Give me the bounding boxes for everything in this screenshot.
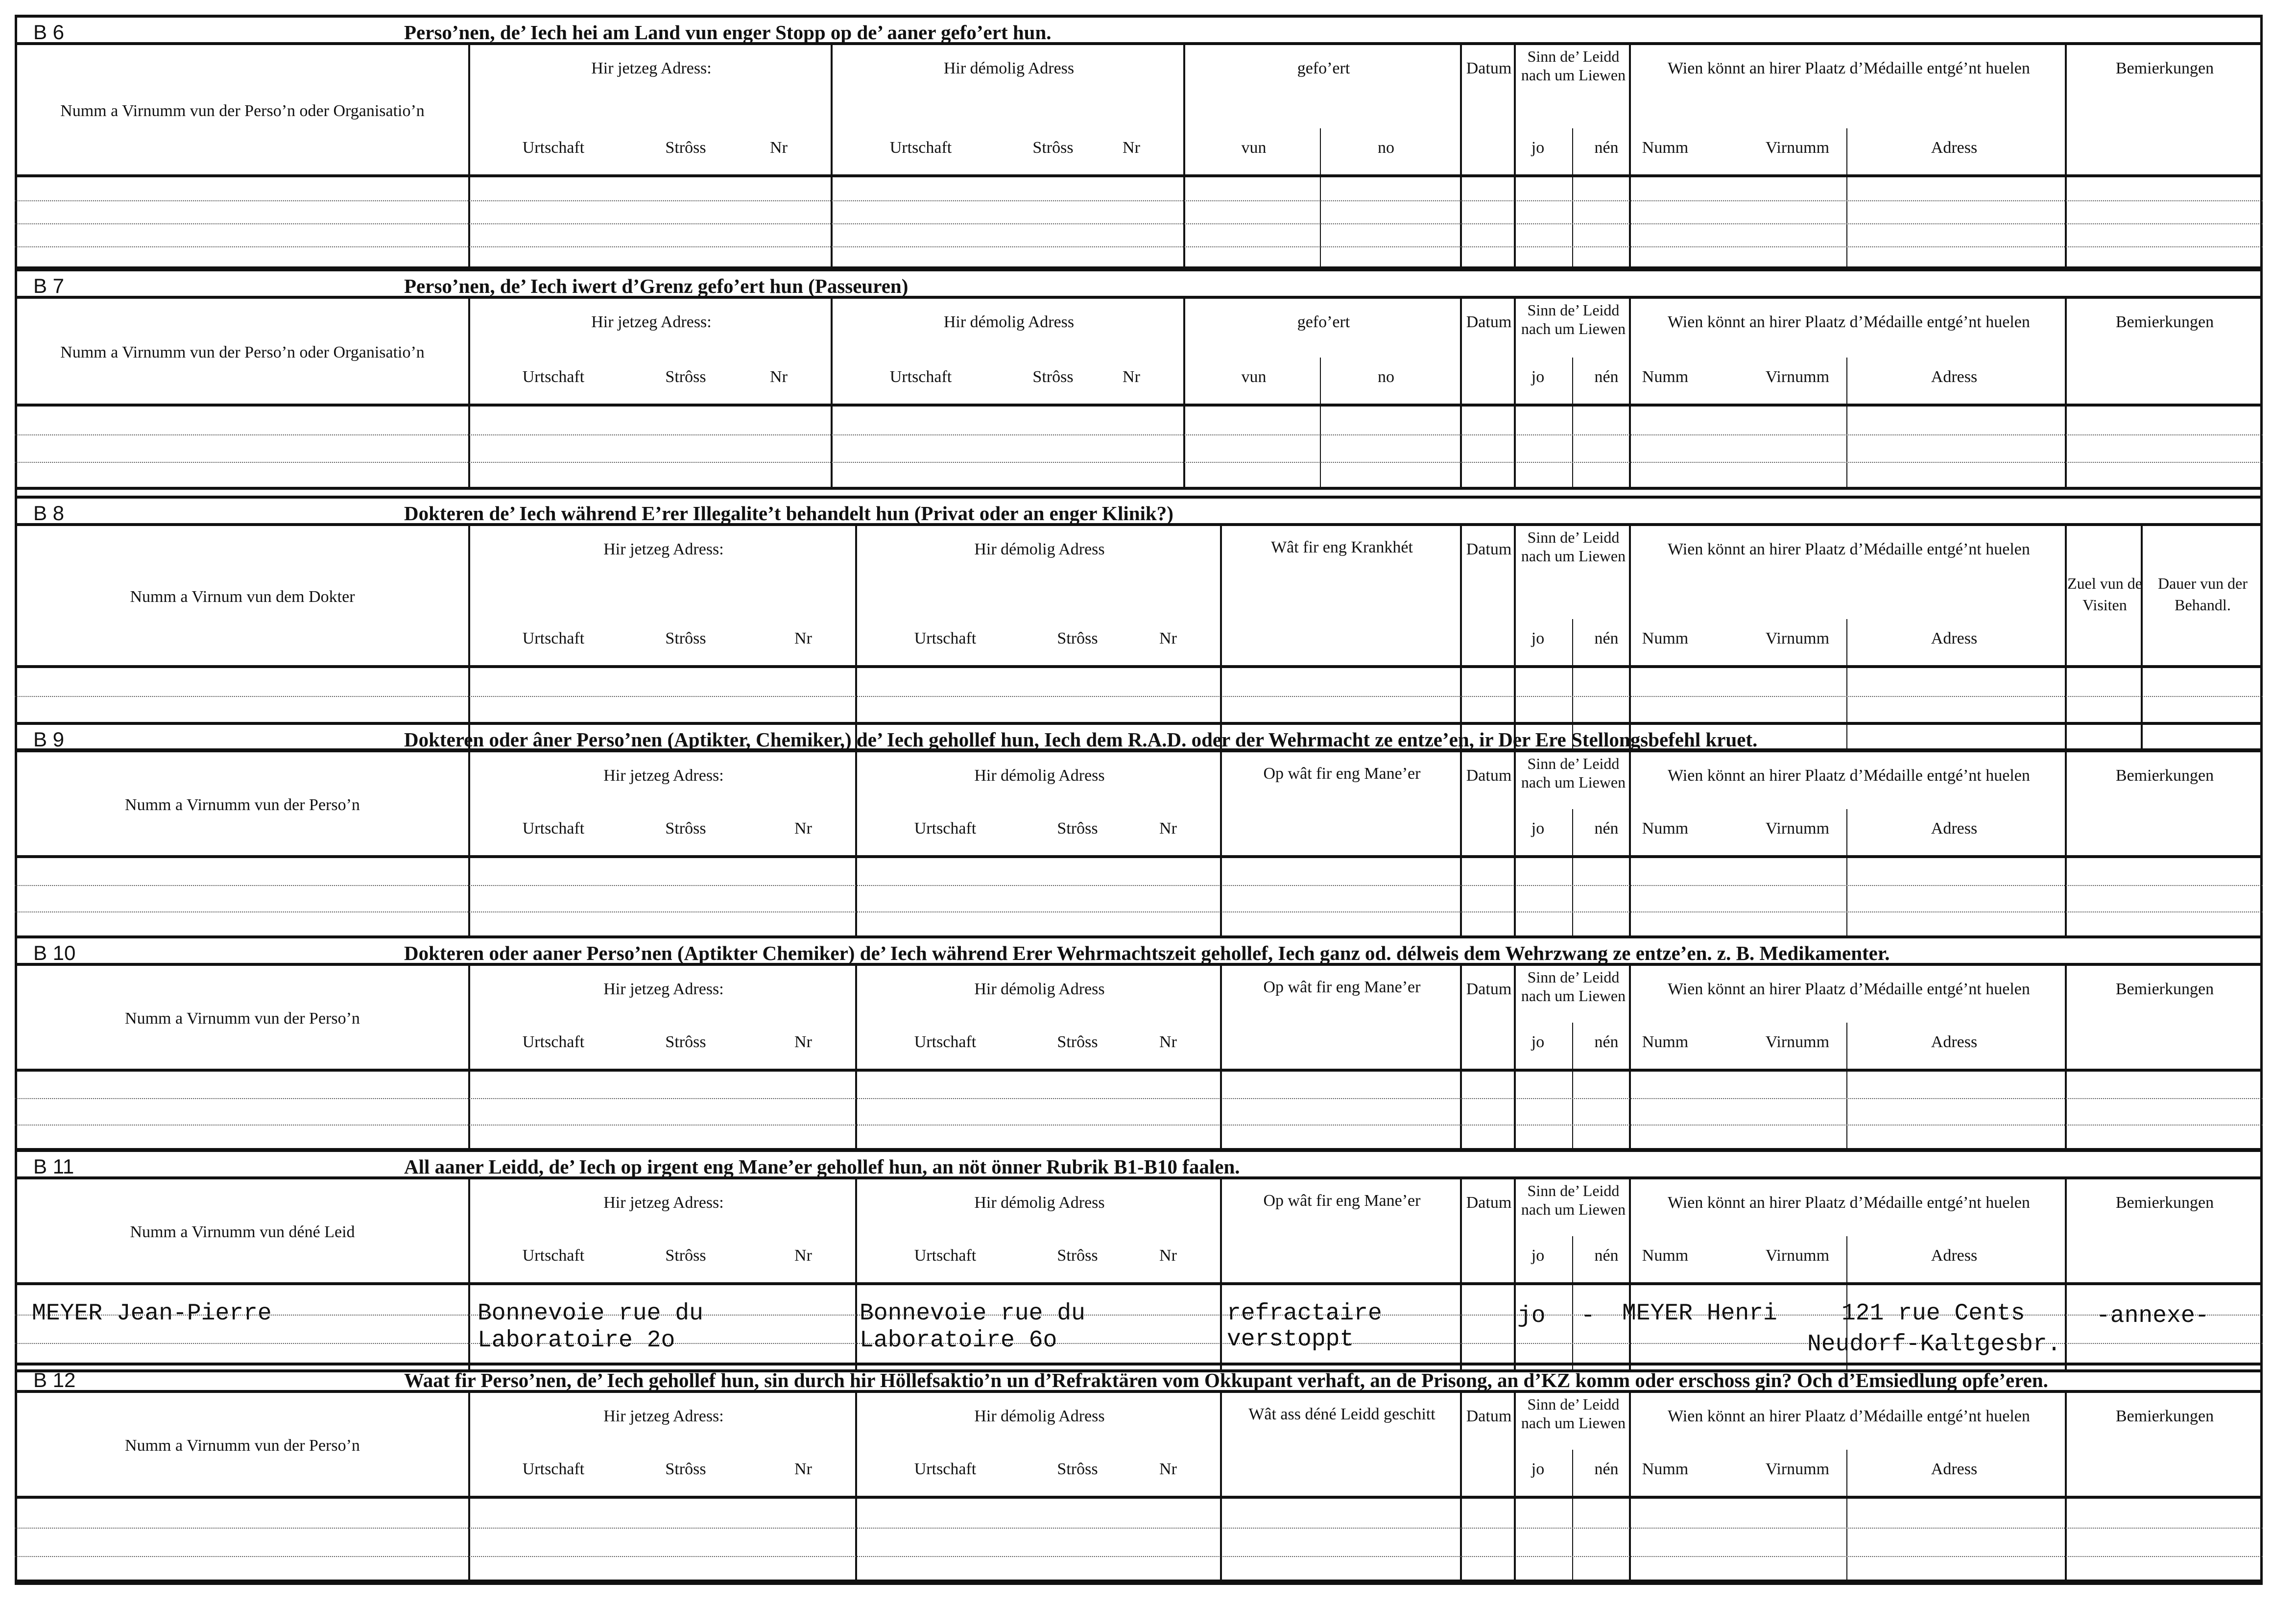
section-header	[15, 722, 2263, 752]
datum-label: Datum	[1466, 1407, 1512, 1425]
column-divider	[468, 858, 470, 935]
nr-label: Nr	[1159, 1033, 1177, 1051]
alive-no-label: nén	[1594, 368, 1619, 386]
urtschaft-label: Urtschaft	[914, 819, 977, 838]
medal-firstname-label: Virnumm	[1765, 1460, 1830, 1478]
stross-label: Strôss	[665, 819, 706, 838]
urtschaft-label: Urtschaft	[522, 629, 585, 647]
alive-yes-label: jo	[1531, 368, 1545, 386]
section-title: Perso’nen, de’ Iech iwert d’Grenz gefo’ert hun (Passeuren)	[404, 275, 909, 297]
first-column-label: Numm a Virnumm vun der Perso’n	[125, 1009, 360, 1028]
first-column-label: Numm a Virnumm vun der Perso’n oder Organisatio’n	[60, 343, 425, 361]
medal-name-label: Numm	[1642, 368, 1689, 386]
section-header	[15, 935, 2263, 966]
medal-sub-divider	[1846, 177, 1847, 266]
column-divider	[1514, 1499, 1516, 1582]
section-code: B 6	[33, 21, 65, 44]
column-divider	[2065, 1072, 2067, 1148]
section-code: B 7	[33, 274, 65, 297]
middle-sub-to: no	[1378, 139, 1394, 157]
alive-sub-divider	[1572, 1023, 1573, 1072]
middle-sub-divider	[1320, 358, 1321, 407]
remarks-label: Bemierkungen	[2115, 313, 2214, 331]
section-title: Perso’nen, de’ Iech hei am Land vun enger Stopp op de’ aaner gefo’ert hun.	[404, 21, 1052, 44]
duration-label: Dauer vun der Behandl.	[2157, 575, 2248, 614]
middle-column-label: gefo’ert	[1297, 313, 1350, 331]
addr-prev-label: Hir démolig Adress	[974, 1194, 1105, 1212]
column-divider	[1460, 1285, 1462, 1369]
entry-alive-jo: jo	[1517, 1303, 1546, 1329]
alive-yes-label: jo	[1531, 819, 1545, 838]
nr-label: Nr	[1159, 819, 1177, 838]
first-column-label: Numm a Virnumm vun déné Leid	[130, 1223, 355, 1241]
entry-addr-now-line2: Laboratoire 2o	[478, 1327, 675, 1354]
middle-sub-from: vun	[1241, 368, 1267, 386]
medal-sub-divider	[1846, 1023, 1847, 1072]
column-divider	[2065, 407, 2067, 487]
column-divider	[1514, 1072, 1516, 1148]
column-header-row	[15, 966, 2263, 1072]
column-divider	[855, 1499, 857, 1582]
medal-recipient-label: Wien könnt an hirer Plaatz d’Médaille entgé’nt huelen	[1668, 540, 2030, 558]
medal-firstname-label: Virnumm	[1765, 139, 1830, 157]
data-rows[interactable]	[15, 177, 2263, 269]
addr-now-label: Hir jetzeg Adress:	[603, 1194, 724, 1212]
section-b10	[15, 935, 2263, 1151]
alive-yes-label: jo	[1531, 629, 1545, 647]
stross-label: Strôss	[665, 1460, 706, 1478]
nr-label: Nr	[794, 629, 812, 647]
urtschaft-label: Urtschaft	[522, 1033, 585, 1051]
stross-label: Strôss	[1057, 1033, 1098, 1051]
medal-recipient-label: Wien könnt an hirer Plaatz d’Médaille entgé’nt huelen	[1668, 59, 2030, 77]
medal-sub-divider	[1846, 1236, 1847, 1285]
entry-medal-address-line1: 121 rue Cents	[1842, 1300, 2025, 1327]
column-divider	[1514, 177, 1516, 266]
medal-firstname-label: Virnumm	[1765, 1033, 1830, 1051]
column-divider	[1460, 858, 1462, 935]
column-divider	[1460, 177, 1462, 266]
alive-label: Sinn de’ Leidd nach um Liewen	[1521, 968, 1626, 1005]
section-b12	[15, 1363, 2263, 1585]
stross-label: Strôss	[665, 139, 706, 157]
nr-label: Nr	[794, 819, 812, 838]
urtschaft-label: Urtschaft	[522, 139, 585, 157]
urtschaft-label: Urtschaft	[914, 1033, 977, 1051]
column-divider	[1183, 407, 1185, 487]
stross-label: Strôss	[1032, 368, 1074, 386]
section-title: All aaner Leidd, de’ Iech op irgent eng Mane’er gehollef hun, an nöt önner Rubrik B1-B10 faalen.	[404, 1155, 1240, 1178]
column-divider	[2065, 858, 2067, 935]
alive-sub-divider	[1572, 358, 1573, 407]
dotted-line	[15, 1556, 2263, 1557]
data-rows[interactable]	[15, 1285, 2263, 1372]
column-divider	[468, 1072, 470, 1148]
medal-sub-divider	[1846, 128, 1847, 177]
medal-address-label: Adress	[1931, 819, 1978, 838]
alive-sub-divider	[1572, 619, 1573, 668]
section-title: Dokteren de’ Iech während E’rer Illegalite’t behandelt hun (Privat oder an enger Klinik?)	[404, 502, 1173, 525]
medal-firstname-label: Virnumm	[1765, 368, 1830, 386]
addr-prev-label: Hir démolig Adress	[943, 59, 1075, 77]
middle-sub-from: vun	[1241, 139, 1267, 157]
stross-label: Strôss	[665, 368, 706, 386]
entry-alive-nen: -	[1581, 1303, 1595, 1329]
entry-manner-line2: verstoppt	[1227, 1326, 1354, 1353]
medal-sub-divider	[1846, 1072, 1847, 1148]
medal-name-label: Numm	[1642, 629, 1689, 647]
alive-label: Sinn de’ Leidd nach um Liewen	[1521, 48, 1626, 84]
dotted-line	[15, 911, 2263, 912]
addr-prev-label: Hir démolig Adress	[974, 1407, 1105, 1425]
entry-manner-line1: refractaire	[1227, 1300, 1382, 1327]
entry-medal-name: MEYER Henri	[1622, 1300, 1777, 1327]
entry-remarks: -annexe-	[2096, 1303, 2209, 1329]
column-divider	[1514, 858, 1516, 935]
alive-label: Sinn de’ Leidd nach um Liewen	[1521, 1182, 1626, 1218]
section-b9	[15, 722, 2263, 938]
urtschaft-label: Urtschaft	[522, 1460, 585, 1478]
visits-label: Zuel vun de Visiten	[2067, 575, 2142, 614]
medal-name-label: Numm	[1642, 139, 1689, 157]
medal-address-label: Adress	[1931, 1246, 1978, 1265]
medal-address-label: Adress	[1931, 139, 1978, 157]
section-code: B 9	[33, 728, 65, 751]
dotted-line	[15, 200, 2263, 201]
dotted-line	[15, 462, 2263, 463]
column-header-row	[15, 1393, 2263, 1499]
section-header	[15, 1149, 2263, 1179]
middle-column-label: Op wât fir eng Mane’er	[1263, 765, 1421, 783]
column-divider	[1220, 1072, 1222, 1148]
section-code: B 11	[33, 1155, 74, 1178]
nr-label: Nr	[1159, 1246, 1177, 1265]
column-divider	[855, 1285, 857, 1369]
first-column-label: Numm a Virnum vun dem Dokter	[130, 588, 355, 606]
remarks-label: Bemierkungen	[2115, 1194, 2214, 1212]
data-rows[interactable]	[15, 1499, 2263, 1585]
alive-sub-divider	[1572, 809, 1573, 858]
remarks-label: Bemierkungen	[2115, 1407, 2214, 1425]
column-divider	[1183, 177, 1185, 266]
alive-no-label: nén	[1594, 139, 1619, 157]
nr-label: Nr	[1159, 629, 1177, 647]
datum-label: Datum	[1466, 1194, 1512, 1212]
column-divider	[1514, 1285, 1516, 1369]
column-divider	[1629, 1285, 1631, 1369]
section-code: B 12	[33, 1368, 76, 1391]
alive-no-label: nén	[1594, 1460, 1619, 1478]
alive-label: Sinn de’ Leidd nach um Liewen	[1521, 528, 1626, 565]
column-header-row	[15, 752, 2263, 858]
entry-addr-now-line1: Bonnevoie rue du	[478, 1300, 703, 1327]
addr-now-label: Hir jetzeg Adress:	[603, 767, 724, 785]
alive-yes-label: jo	[1531, 1460, 1545, 1478]
urtschaft-label: Urtschaft	[889, 139, 952, 157]
column-divider	[468, 407, 470, 487]
column-divider	[468, 1285, 470, 1369]
medal-address-label: Adress	[1931, 629, 1978, 647]
urtschaft-label: Urtschaft	[889, 368, 952, 386]
middle-sub-divider	[1320, 128, 1321, 177]
column-divider	[1460, 1499, 1462, 1582]
urtschaft-label: Urtschaft	[914, 629, 977, 647]
stross-label: Strôss	[1057, 1246, 1098, 1265]
nr-label: Nr	[1159, 1460, 1177, 1478]
alive-label: Sinn de’ Leidd nach um Liewen	[1521, 301, 1626, 337]
alive-yes-label: jo	[1531, 1033, 1545, 1051]
nr-label: Nr	[1123, 139, 1140, 157]
medal-address-label: Adress	[1931, 1033, 1978, 1051]
column-divider	[855, 858, 857, 935]
column-divider	[468, 1499, 470, 1582]
addr-now-label: Hir jetzeg Adress:	[603, 540, 724, 558]
datum-label: Datum	[1466, 313, 1512, 331]
dotted-line	[15, 1528, 2263, 1529]
alive-sub-divider	[1572, 1072, 1573, 1148]
datum-label: Datum	[1466, 59, 1512, 77]
middle-column-label: Op wât fir eng Mane’er	[1263, 1192, 1421, 1210]
medal-firstname-label: Virnumm	[1765, 629, 1830, 647]
addr-prev-label: Hir démolig Adress	[974, 540, 1105, 558]
section-header	[15, 1363, 2263, 1393]
nr-label: Nr	[794, 1033, 812, 1051]
datum-label: Datum	[1466, 767, 1512, 785]
section-b7	[15, 268, 2263, 490]
column-header-row	[15, 45, 2263, 177]
remarks-label: Bemierkungen	[2115, 59, 2214, 77]
addr-now-label: Hir jetzeg Adress:	[591, 59, 712, 77]
first-column-label: Numm a Virnumm vun der Perso’n	[125, 1437, 360, 1455]
alive-yes-label: jo	[1531, 139, 1545, 157]
alive-no-label: nén	[1594, 819, 1619, 838]
column-divider	[1629, 858, 1631, 935]
column-divider	[1460, 407, 1462, 487]
nr-label: Nr	[794, 1246, 812, 1265]
middle-column-label: Op wât fir eng Mane’er	[1263, 978, 1421, 996]
dotted-line	[15, 223, 2263, 224]
datum-label: Datum	[1466, 540, 1512, 558]
column-header-row	[15, 1179, 2263, 1285]
middle-sub-divider	[1320, 177, 1321, 266]
medal-recipient-label: Wien könnt an hirer Plaatz d’Médaille entgé’nt huelen	[1668, 767, 2030, 785]
alive-sub-divider	[1572, 128, 1573, 177]
addr-prev-label: Hir démolig Adress	[943, 313, 1075, 331]
nr-label: Nr	[770, 368, 788, 386]
middle-sub-divider	[1320, 407, 1321, 487]
alive-sub-divider	[1572, 858, 1573, 935]
stross-label: Strôss	[665, 1246, 706, 1265]
column-header-row	[15, 526, 2263, 668]
medal-sub-divider	[1846, 407, 1847, 487]
remarks-label: Bemierkungen	[2115, 767, 2214, 785]
middle-column-label: Wât fir eng Krankhét	[1271, 538, 1413, 556]
stross-label: Strôss	[665, 1033, 706, 1051]
alive-sub-divider	[1572, 177, 1573, 266]
medal-firstname-label: Virnumm	[1765, 1246, 1830, 1265]
entry-name: MEYER Jean-Pierre	[32, 1300, 272, 1327]
middle-column-label: gefo’ert	[1297, 59, 1350, 77]
addr-prev-label: Hir démolig Adress	[974, 980, 1105, 998]
section-header	[15, 15, 2263, 45]
medal-recipient-label: Wien könnt an hirer Plaatz d’Médaille entgé’nt huelen	[1668, 313, 2030, 331]
column-divider	[831, 407, 833, 487]
first-column-label: Numm a Virnumm vun der Perso’n	[125, 796, 360, 814]
addr-now-label: Hir jetzeg Adress:	[603, 980, 724, 998]
section-b8	[15, 496, 2263, 751]
alive-label: Sinn de’ Leidd nach um Liewen	[1521, 755, 1626, 791]
alive-label: Sinn de’ Leidd nach um Liewen	[1521, 1395, 1626, 1432]
column-divider	[1220, 858, 1222, 935]
section-b6	[15, 15, 2263, 269]
column-divider	[1514, 407, 1516, 487]
stross-label: Strôss	[1032, 139, 1074, 157]
alive-no-label: nén	[1594, 1033, 1619, 1051]
dotted-line	[15, 1125, 2263, 1126]
medal-name-label: Numm	[1642, 1033, 1689, 1051]
medal-recipient-label: Wien könnt an hirer Plaatz d’Médaille entgé’nt huelen	[1668, 1407, 2030, 1425]
remarks-label: Bemierkungen	[2115, 980, 2214, 998]
urtschaft-label: Urtschaft	[522, 1246, 585, 1265]
addr-now-label: Hir jetzeg Adress:	[591, 313, 712, 331]
column-divider	[1220, 1285, 1222, 1369]
column-divider	[1629, 1072, 1631, 1148]
alive-yes-label: jo	[1531, 1246, 1545, 1265]
entry-addr-prev-line2: Laboratoire 6o	[860, 1327, 1057, 1354]
column-divider	[855, 1072, 857, 1148]
dotted-line	[15, 246, 2263, 247]
nr-label: Nr	[794, 1460, 812, 1478]
column-divider	[1220, 1499, 1222, 1582]
medal-recipient-label: Wien könnt an hirer Plaatz d’Médaille entgé’nt huelen	[1668, 1194, 2030, 1212]
alive-sub-divider	[1572, 407, 1573, 487]
alive-no-label: nén	[1594, 1246, 1619, 1265]
alive-sub-divider	[1572, 1236, 1573, 1285]
section-code: B 8	[33, 502, 65, 525]
dotted-line	[15, 696, 2263, 697]
column-divider	[1629, 177, 1631, 266]
middle-sub-to: no	[1378, 368, 1394, 386]
section-header	[15, 268, 2263, 299]
section-header	[15, 496, 2263, 526]
section-title: Dokteren oder âner Perso’nen (Aptikter, Chemiker,) de’ Iech gehollef hun, Iech dem R.A.D. oder der Wehrmacht ze entze’en, ir Der Ere Stellongsbefehl kruet.	[404, 728, 1758, 751]
section-code: B 10	[33, 941, 76, 964]
urtschaft-label: Urtschaft	[522, 819, 585, 838]
first-column-label: Numm a Virnumm vun der Perso’n oder Organisatio’n	[60, 102, 425, 120]
stross-label: Strôss	[1057, 819, 1098, 838]
medal-sub-divider	[1846, 358, 1847, 407]
data-rows[interactable]	[15, 1072, 2263, 1151]
medal-sub-divider	[1846, 619, 1847, 668]
urtschaft-label: Urtschaft	[914, 1460, 977, 1478]
medal-sub-divider	[1846, 1450, 1847, 1499]
alive-sub-divider	[1572, 1285, 1573, 1369]
medal-address-label: Adress	[1931, 368, 1978, 386]
dotted-line	[15, 434, 2263, 435]
column-divider	[1629, 1499, 1631, 1582]
medal-name-label: Numm	[1642, 819, 1689, 838]
nr-label: Nr	[1123, 368, 1140, 386]
entry-medal-address-line2: Neudorf-Kaltgesbr.	[1807, 1331, 2061, 1358]
nr-label: Nr	[770, 139, 788, 157]
alive-no-label: nén	[1594, 629, 1619, 647]
urtschaft-label: Urtschaft	[914, 1246, 977, 1265]
medal-recipient-label: Wien könnt an hirer Plaatz d’Médaille entgé’nt huelen	[1668, 980, 2030, 998]
addr-prev-label: Hir démolig Adress	[974, 767, 1105, 785]
alive-sub-divider	[1572, 1499, 1573, 1582]
stross-label: Strôss	[665, 629, 706, 647]
medal-sub-divider	[1846, 1499, 1847, 1582]
column-divider	[2065, 1499, 2067, 1582]
column-divider	[2065, 1285, 2067, 1369]
datum-label: Datum	[1466, 980, 1512, 998]
medal-name-label: Numm	[1642, 1246, 1689, 1265]
data-rows[interactable]	[15, 407, 2263, 490]
column-divider	[1460, 1072, 1462, 1148]
column-divider	[2065, 177, 2067, 266]
dotted-line	[15, 1098, 2263, 1099]
column-divider	[468, 177, 470, 266]
section-title: Waat fir Perso’nen, de’ Iech gehollef hun, sin durch hir Höllefsaktio’n un d’Refraktären vom Okkupant verhaft, an de Prisong, an d’KZ komm oder erschoss gin? Och d’Emsiedlung opfe’eren.	[404, 1369, 2048, 1391]
urtschaft-label: Urtschaft	[522, 368, 585, 386]
middle-column-label: Wât ass déné Leidd geschitt	[1248, 1405, 1435, 1423]
addr-now-label: Hir jetzeg Adress:	[603, 1407, 724, 1425]
data-rows[interactable]	[15, 858, 2263, 938]
medal-sub-divider	[1846, 858, 1847, 935]
stross-label: Strôss	[1057, 629, 1098, 647]
stross-label: Strôss	[1057, 1460, 1098, 1478]
column-divider	[831, 177, 833, 266]
dotted-line	[15, 885, 2263, 886]
column-header-row	[15, 299, 2263, 407]
medal-address-label: Adress	[1931, 1460, 1978, 1478]
alive-sub-divider	[1572, 1450, 1573, 1499]
medal-name-label: Numm	[1642, 1460, 1689, 1478]
medal-sub-divider	[1846, 809, 1847, 858]
medal-firstname-label: Virnumm	[1765, 819, 1830, 838]
section-title: Dokteren oder aaner Perso’nen (Aptikter Chemiker) de’ Iech während Erer Wehrmachtszeit gehollef, Iech ganz od. délweis dem Wehrzwang ze entze’en. z. B. Medikamenter.	[404, 942, 1890, 964]
entry-addr-prev-line1: Bonnevoie rue du	[860, 1300, 1085, 1327]
column-divider	[1629, 407, 1631, 487]
